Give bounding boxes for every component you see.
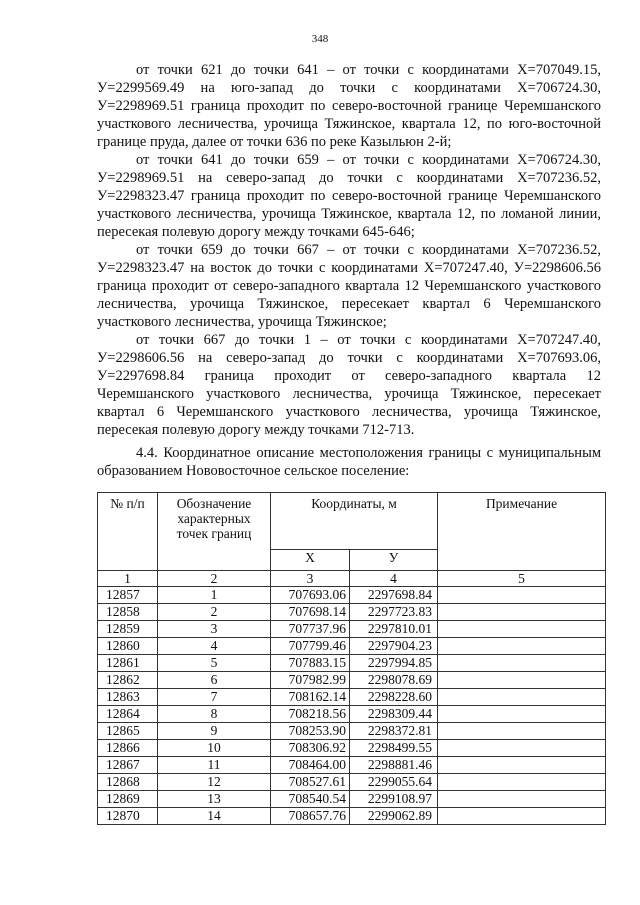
header-designation: Обозначение характерных точек границ [158,493,271,571]
row-point: 12 [158,774,271,791]
row-point: 14 [158,808,271,825]
row-y: 2297994.85 [350,655,438,672]
column-index: 5 [438,571,606,587]
row-note [438,774,606,791]
row-point: 13 [158,791,271,808]
section-heading: 4.4. Координатное описание местоположения границы с муниципальным образованием Нововосточное сельское поселение: [97,445,601,479]
column-index: 1 [98,571,158,587]
row-num: 12870 [98,808,158,825]
table-row [98,706,606,723]
row-x: 707693.06 [271,587,350,604]
row-note [438,689,606,706]
boundary-description [97,61,601,439]
row-note [438,706,606,723]
row-point: 10 [158,740,271,757]
column-index: 3 [271,571,350,587]
row-y: 2298228.60 [350,689,438,706]
row-y: 2297723.83 [350,604,438,621]
table-row [98,672,606,689]
row-num: 12867 [98,757,158,774]
table-header-row [98,493,606,550]
row-x: 707799.46 [271,638,350,655]
row-x: 708464.00 [271,757,350,774]
row-note [438,587,606,604]
table-row [98,689,606,706]
row-y: 2298309.44 [350,706,438,723]
row-point: 5 [158,655,271,672]
paragraph: от точки 667 до точки 1 – от точки с координатами Х=707247.40, У=2298606.56 на северо-запад до точки с координатами Х=707693.06, У=2297698.84 граница проходит от северо-западного квартала 12 Черемшанского участкового лесничества, урочища Тяжинское, пересекает квартал 6 Черемшанского участкового лесничества, урочища Тяжинское, пересекая полевую дорогу между точками 712-713. [97,332,601,438]
row-num: 12866 [98,740,158,757]
column-index: 2 [158,571,271,587]
row-note [438,791,606,808]
row-point: 8 [158,706,271,723]
row-x: 708657.76 [271,808,350,825]
column-index: 4 [350,571,438,587]
header-x: Х [271,549,350,570]
header-note: Примечание [438,493,606,571]
row-y: 2299108.97 [350,791,438,808]
table-row [98,774,606,791]
row-x: 708253.90 [271,723,350,740]
table-row [98,757,606,774]
row-y: 2297904.23 [350,638,438,655]
table-row [98,740,606,757]
row-note [438,655,606,672]
row-y: 2299055.64 [350,774,438,791]
paragraph: от точки 659 до точки 667 – от точки с координатами Х=707236.52, У=2298323.47 на восток до точки с координатами Х=707247.40, У=2298606.56 граница проходит от северо-западного квартала 12 Черемшанского участкового лесничества, урочища Тяжинское, пересекает квартал 6 Черемшанского участкового лесничества, урочища Тяжинское; [97,242,601,330]
header-coordinates: Координаты, м [271,493,438,550]
row-x: 708162.14 [271,689,350,706]
row-note [438,621,606,638]
row-point: 9 [158,723,271,740]
table-row [98,621,606,638]
table-row [98,638,606,655]
row-point: 3 [158,621,271,638]
row-num: 12857 [98,587,158,604]
paragraph: от точки 621 до точки 641 – от точки с координатами Х=707049.15, У=2299569.49 на юго-запад до точки с координатами Х=706724.30, У=2298969.51 граница проходит по северо-восточной границе Черемшанского участкового лесничества, урочища Тяжинское, квартала 12, по юго-восточной границе пруда, далее от точки 636 по реке Казыльюн 2-й; [97,62,601,150]
page-number: 348 [311,33,329,45]
row-y: 2298499.55 [350,740,438,757]
table-row [98,791,606,808]
table-row [98,655,606,672]
row-note [438,808,606,825]
row-point: 2 [158,604,271,621]
row-note [438,604,606,621]
table-row [98,723,606,740]
row-num: 12865 [98,723,158,740]
row-point: 1 [158,587,271,604]
row-x: 708306.92 [271,740,350,757]
row-note [438,672,606,689]
row-x: 708527.61 [271,774,350,791]
row-num: 12860 [98,638,158,655]
column-index-row [98,571,606,587]
header-num: № п/п [98,493,158,571]
row-num: 12859 [98,621,158,638]
row-y: 2297810.01 [350,621,438,638]
row-x: 707698.14 [271,604,350,621]
row-y: 2298078.69 [350,672,438,689]
row-x: 708540.54 [271,791,350,808]
row-y: 2299062.89 [350,808,438,825]
row-note [438,638,606,655]
coordinates-table [97,492,606,825]
row-x: 707982.99 [271,672,350,689]
row-num: 12864 [98,706,158,723]
row-note [438,740,606,757]
row-x: 707737.96 [271,621,350,638]
paragraph: от точки 641 до точки 659 – от точки с координатами Х=706724.30, У=2298969.51 на северо-запад до точки с координатами Х=707236.52, У=2298323.47 граница проходит по северо-восточной границе Черемшанского участкового лесничества, урочища Тяжинское, квартала 12, по ломаной линии, пересекая полевую дорогу между точками 645-646; [97,152,601,240]
row-x: 707883.15 [271,655,350,672]
row-point: 7 [158,689,271,706]
row-num: 12863 [98,689,158,706]
row-point: 4 [158,638,271,655]
row-point: 11 [158,757,271,774]
row-note [438,723,606,740]
row-y: 2298372.81 [350,723,438,740]
row-note [438,757,606,774]
row-num: 12858 [98,604,158,621]
row-y: 2298881.46 [350,757,438,774]
row-y: 2297698.84 [350,587,438,604]
row-x: 708218.56 [271,706,350,723]
row-point: 6 [158,672,271,689]
table-row [98,808,606,825]
table-row [98,604,606,621]
row-num: 12868 [98,774,158,791]
table-row [98,587,606,604]
row-num: 12869 [98,791,158,808]
header-y: У [350,549,438,570]
row-num: 12861 [98,655,158,672]
row-num: 12862 [98,672,158,689]
